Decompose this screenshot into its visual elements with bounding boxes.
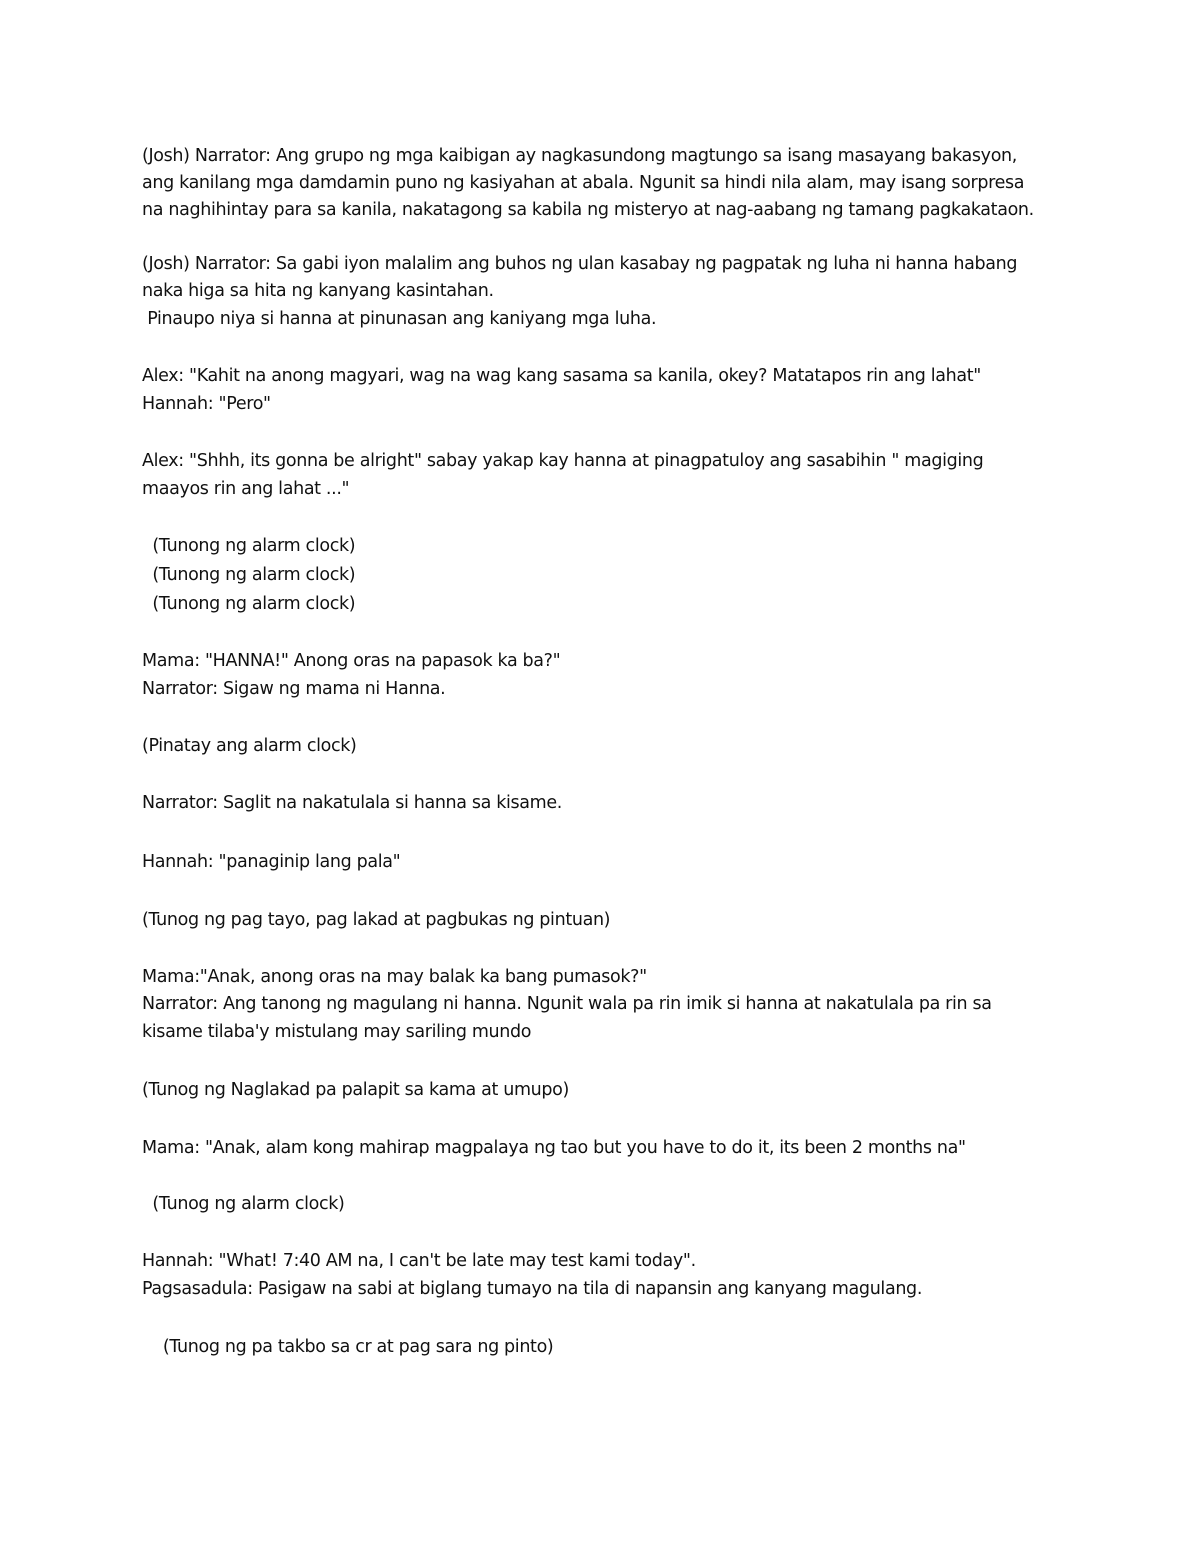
- dialogue-line: Hannah: "Pero": [142, 394, 271, 414]
- sound-cue-line: (Tunong ng alarm clock): [142, 536, 356, 556]
- dialogue-line: Hannah: "panaginip lang pala": [142, 852, 401, 872]
- narration-line: (Josh) Narrator: Sa gabi iyon malalim ang buhos ng ulan kasabay ng pagpatak ng luha ni hanna habang: [142, 254, 1018, 274]
- sound-cue-line: (Tunog ng pag tayo, pag lakad at pagbukas ng pintuan): [142, 910, 611, 930]
- narration-line: Narrator: Saglit na nakatulala si hanna sa kisame.: [142, 793, 563, 813]
- sound-cue-line: (Tunong ng alarm clock): [142, 565, 356, 585]
- dialogue-line: Mama:"Anak, anong oras na may balak ka bang pumasok?": [142, 967, 647, 987]
- dialogue-line: maayos rin ang lahat ...": [142, 479, 350, 499]
- dialogue-line: Alex: "Shhh, its gonna be alright" sabay yakap kay hanna at pinagpatuloy ang sasabihin " magiging: [142, 451, 984, 471]
- narration-line: Narrator: Sigaw ng mama ni Hanna.: [142, 679, 446, 699]
- sound-cue-line: (Tunog ng alarm clock): [142, 1194, 345, 1214]
- narration-line: Pinaupo niya si hanna at pinunasan ang kaniyang mga luha.: [142, 309, 657, 329]
- narration-line: ang kanilang mga damdamin puno ng kasiyahan at abala. Ngunit sa hindi nila alam, may isang sorpresa: [142, 173, 1025, 193]
- dialogue-line: Mama: "HANNA!" Anong oras na papasok ka ba?": [142, 651, 561, 671]
- sound-cue-line: (Tunong ng alarm clock): [142, 594, 356, 614]
- dialogue-line: Alex: "Kahit na anong magyari, wag na wag kang sasama sa kanila, okey? Matatapos rin ang lahat": [142, 366, 981, 386]
- narration-line: Narrator: Ang tanong ng magulang ni hanna. Ngunit wala pa rin imik si hanna at nakatulala pa rin sa: [142, 994, 992, 1014]
- dialogue-line: Mama: "Anak, alam kong mahirap magpalaya ng tao but you have to do it, its been 2 months na": [142, 1138, 966, 1158]
- stage-direction-line: Pagsasadula: Pasigaw na sabi at biglang tumayo na tila di napansin ang kanyang magulang.: [142, 1279, 923, 1299]
- sound-cue-line: (Tunog ng pa takbo sa cr at pag sara ng pinto): [142, 1337, 554, 1357]
- sound-cue-line: (Tunog ng Naglakad pa palapit sa kama at umupo): [142, 1080, 569, 1100]
- sound-cue-line: (Pinatay ang alarm clock): [142, 736, 357, 756]
- narration-line: na naghihintay para sa kanila, nakatagong sa kabila ng misteryo at nag-aabang ng tamang pagkakataon.: [142, 200, 1034, 220]
- narration-line: naka higa sa hita ng kanyang kasintahan.: [142, 281, 494, 301]
- dialogue-line: Hannah: "What! 7:40 AM na, I can't be late may test kami today".: [142, 1251, 696, 1271]
- narration-line: (Josh) Narrator: Ang grupo ng mga kaibigan ay nagkasundong magtungo sa isang masayang bakasyon,: [142, 146, 1017, 166]
- narration-line: kisame tilaba'y mistulang may sariling mundo: [142, 1022, 532, 1042]
